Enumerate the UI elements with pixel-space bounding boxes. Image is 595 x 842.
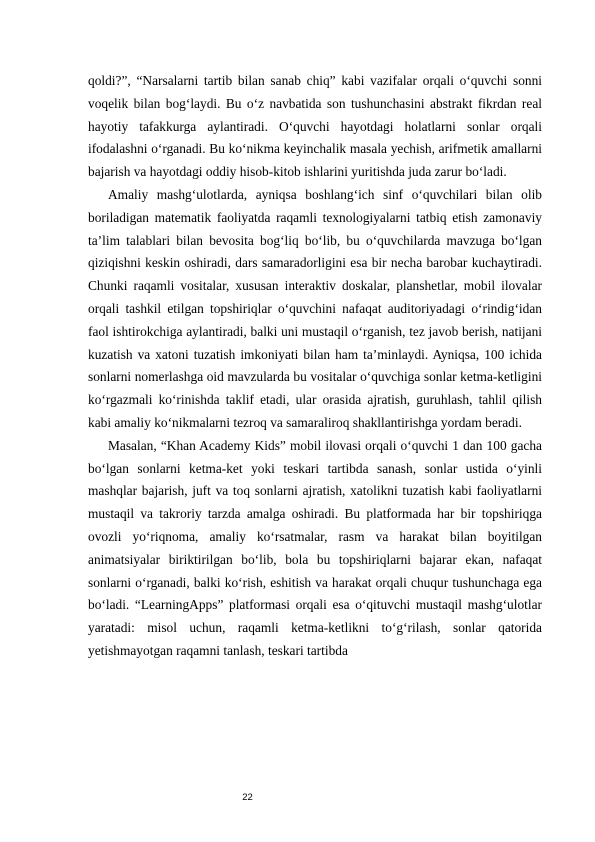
paragraph-digital-tech: Amaliy mashg‘ulotlarda, ayniqsa boshlang‘ich sinf o‘quvchilari bilan olib boriladigan matematik faoliyatda raqamli texnologiyalarni tatbiq etish zamonaviy ta’lim talablari bilan bevosita bog‘liq bo‘lib, bu o‘quvchilarda mavzuga bo‘lgan qiziqishni keskin oshiradi, dars samaradorligini esa bir necha barobar kuchaytiradi. Chunki raqamli vositalar, xususan interaktiv doskalar, planshetlar, mobil ilovalar orqali tashkil etilgan topshiriqlar o‘quvchini nafaqat auditoriyadagi o‘rindig‘idan faol ishtirokchiga aylantiradi, balki uni mustaqil o‘rganish, tez javob berish, natijani kuzatish va xatoni tuzatish imkoniyati bilan ham ta’minlaydi. Ayniqsa, 100 ichida sonlarni nomerlashga oid mavzularda bu vositalar o‘quvchiga sonlar ketma-ketligini ko‘rgazmali ko‘rinishda taklif etadi, ular orasida ajratish, guruhlash, tahlil qilish kabi amaliy ko‘nikmalarni tezroq va samaraliroq shakllantirishga yordam beradi. [88, 186, 542, 430]
page-number: 22 [242, 792, 253, 803]
paragraph-example-apps: Masalan, “Khan Academy Kids” mobil ilovasi orqali o‘quvchi 1 dan 100 gacha bo‘lgan sonlarni ketma-ket yoki teskari tartibda sanash, sonlar ustida o‘yinli mashqlar bajarish, juft va toq sonlarni ajratish, xatolikni tuzatish kabi faoliyatlarni mustaqil va takroriy tarzda amalga oshiradi. Bu platformada har bir topshiriqga ovozli yo‘riqnoma, amaliy ko‘rsatmalar, rasm va harakat bilan boyitilgan animatsiyalar biriktirilgan bo‘lib, bola bu topshiriqlarni bajarar ekan, nafaqat sonlarni o‘rganadi, balki ko‘rish, eshitish va harakat orqali chuqur tushunchaga ega bo‘ladi. “LearningApps” platformasi orqali esa o‘qituvchi mustaqil mashg‘ulotlar yaratadi: misol uchun, raqamli ketma-ketlikni to‘g‘rilash, sonlar qatorida yetishmayotgan raqamni tanlash, teskari tartibda [88, 437, 542, 658]
paragraph-continuation: qoldi?”, “Narsalarni tartib bilan sanab chiq” kabi vazifalar orqali o‘quvchi sonni voqelik bilan bog‘laydi. Bu o‘z navbatida son tushunchasini abstrakt fikrdan real hayotiy tafakkurga aylantiradi. O‘quvchi hayotdagi holatlarni sonlar orqali ifodalashni o‘rganadi. Bu ko‘nikma keyinchalik masala yechish, arifmetik amallarni bajarish va hayotdagi oddiy hisob-kitob ishlarini yuritishda juda zarur bo‘ladi. [88, 73, 542, 180]
body-text [88, 70, 542, 663]
